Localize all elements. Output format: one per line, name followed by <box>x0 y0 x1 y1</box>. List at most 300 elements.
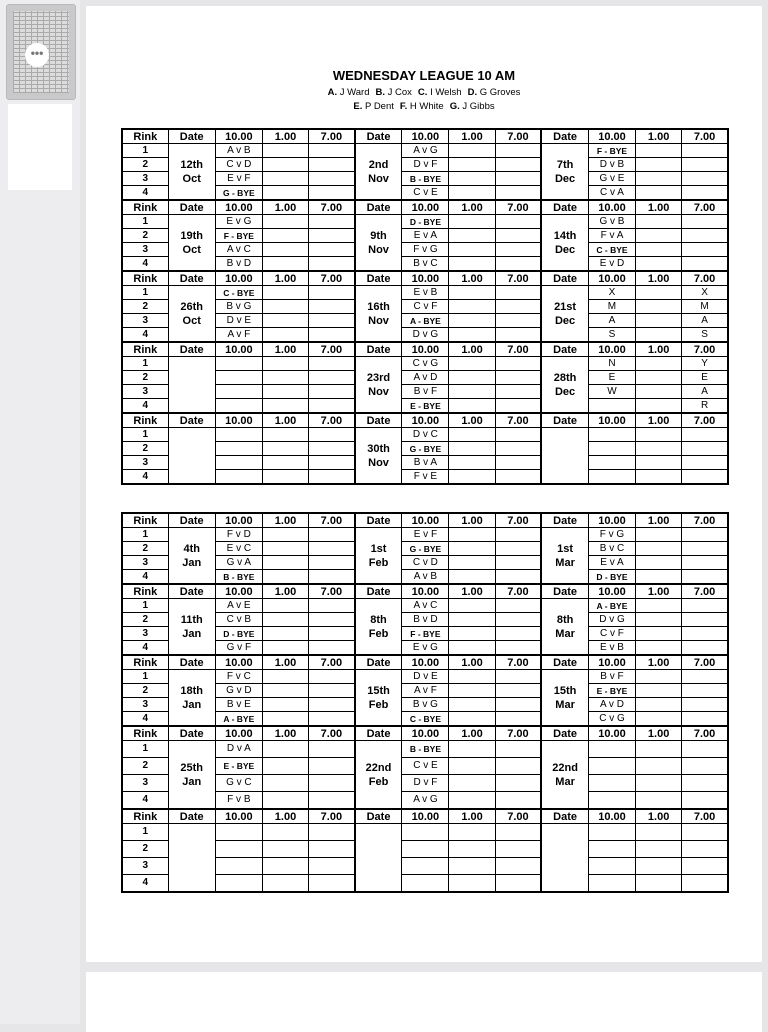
fixture-1pm <box>449 627 495 641</box>
fixture-7pm <box>309 712 355 727</box>
fixture-10am: D v E <box>215 314 262 328</box>
rink-row <box>122 286 728 300</box>
rink-row <box>122 741 728 758</box>
fixture-7pm <box>495 442 541 456</box>
fixture-1pm <box>636 824 682 841</box>
time-header-7pm: 7.00 <box>309 200 355 215</box>
fixture-7pm <box>495 542 541 556</box>
rink-row <box>122 215 728 229</box>
fixture-7pm <box>495 792 541 810</box>
fixture-1pm <box>262 613 308 627</box>
fixture-10am <box>215 456 262 470</box>
fixture-1pm <box>449 243 495 257</box>
fixture-10am <box>588 875 635 893</box>
fixture-7pm <box>309 144 355 158</box>
time-header-7pm: 7.00 <box>495 129 541 144</box>
fixture-10am <box>215 371 262 385</box>
fixture-7pm <box>495 775 541 792</box>
fixture-10am <box>215 858 262 875</box>
time-header-7pm: 7.00 <box>682 129 728 144</box>
fixture-1pm <box>449 215 495 229</box>
fixture-10am <box>215 428 262 442</box>
fixture-date <box>541 144 588 201</box>
fixture-7pm <box>309 613 355 627</box>
fixture-1pm <box>262 456 308 470</box>
fixture-1pm <box>262 357 308 371</box>
date-month: Dec <box>554 243 576 256</box>
fixture-7pm <box>682 186 728 201</box>
fixture-1pm <box>636 712 682 727</box>
fixture-10am: F - BYE <box>215 229 262 243</box>
fixture-1pm <box>449 385 495 399</box>
date-header: Date <box>168 200 215 215</box>
fixture-10am: E - BYE <box>588 684 635 698</box>
rink-header: Rink <box>122 655 168 670</box>
fixture-10am: A v C <box>215 243 262 257</box>
fixture-1pm <box>636 775 682 792</box>
fixture-7pm <box>309 371 355 385</box>
fixture-7pm <box>495 875 541 893</box>
fixture-7pm <box>309 627 355 641</box>
fixture-1pm <box>636 186 682 201</box>
fixture-1pm <box>449 442 495 456</box>
date-day: 22nd <box>552 761 578 774</box>
rink-number: 4 <box>122 328 168 343</box>
time-header-1pm: 1.00 <box>636 513 682 528</box>
fixture-date <box>355 670 402 727</box>
fixture-1pm <box>449 257 495 272</box>
fixture-7pm <box>495 144 541 158</box>
fixture-1pm <box>449 542 495 556</box>
time-header-7pm: 7.00 <box>309 655 355 670</box>
fixture-date <box>355 741 402 810</box>
fixture-date <box>355 599 402 656</box>
fixture-7pm <box>682 215 728 229</box>
time-header-10am: 10.00 <box>402 200 449 215</box>
date-month: Dec <box>554 314 576 327</box>
date-header: Date <box>355 129 402 144</box>
rink-number: 2 <box>122 300 168 314</box>
fixture-7pm <box>309 470 355 485</box>
fixture-10am <box>588 775 635 792</box>
document-page-2 <box>86 972 762 1032</box>
fixture-1pm <box>449 824 495 841</box>
fixture-date <box>168 357 215 414</box>
date-month: Feb <box>368 775 389 788</box>
time-header-1pm: 1.00 <box>636 655 682 670</box>
fixture-10am: A v F <box>402 684 449 698</box>
date-day: 30th <box>367 442 390 455</box>
fixture-10am <box>215 442 262 456</box>
fixture-7pm <box>309 328 355 343</box>
fixture-10am: B v E <box>215 698 262 712</box>
legend-letter: G. <box>449 101 460 112</box>
fixture-date <box>168 428 215 485</box>
time-header-10am: 10.00 <box>215 726 262 741</box>
fixture-10am <box>402 858 449 875</box>
fixture-1pm <box>636 613 682 627</box>
legend-letter: B. <box>375 87 385 98</box>
time-header-7pm: 7.00 <box>309 413 355 428</box>
fixture-10am: B v D <box>215 257 262 272</box>
header-row <box>122 809 728 824</box>
fixture-7pm <box>682 841 728 858</box>
time-header-7pm: 7.00 <box>309 809 355 824</box>
thumbnail-sidebar <box>0 0 80 1024</box>
player-legend-line-1 <box>86 87 762 98</box>
date-header: Date <box>355 271 402 286</box>
fixture-10am <box>588 428 635 442</box>
rink-number: 1 <box>122 286 168 300</box>
fixture-date <box>168 741 215 810</box>
fixture-10am <box>215 385 262 399</box>
time-header-7pm: 7.00 <box>309 342 355 357</box>
date-header: Date <box>355 413 402 428</box>
fixture-1pm <box>262 712 308 727</box>
fixture-1pm <box>636 684 682 698</box>
fixture-10am: G v F <box>215 641 262 656</box>
more-options-icon[interactable]: ••• <box>25 43 49 67</box>
date-header: Date <box>168 342 215 357</box>
legend-entry <box>468 87 521 98</box>
time-header-1pm: 1.00 <box>449 342 495 357</box>
rink-number: 4 <box>122 641 168 656</box>
fixture-date <box>541 428 588 485</box>
fixture-1pm <box>262 286 308 300</box>
date-month: Mar <box>555 698 575 711</box>
fixture-7pm <box>309 775 355 792</box>
fixture-1pm <box>636 428 682 442</box>
fixture-7pm <box>309 641 355 656</box>
rink-number: 3 <box>122 627 168 641</box>
fixture-10am: A v B <box>215 144 262 158</box>
fixture-7pm <box>682 470 728 485</box>
time-header-1pm: 1.00 <box>449 584 495 599</box>
fixture-date <box>355 215 402 272</box>
time-header-1pm: 1.00 <box>262 809 308 824</box>
fixture-7pm <box>495 328 541 343</box>
time-header-1pm: 1.00 <box>262 129 308 144</box>
rink-number: 1 <box>122 215 168 229</box>
fixture-7pm <box>682 542 728 556</box>
date-header: Date <box>355 726 402 741</box>
fixture-1pm <box>262 172 308 186</box>
legend-letter: D. <box>467 87 478 98</box>
fixture-10am: E - BYE <box>215 758 262 775</box>
page-thumbnail-2[interactable] <box>8 104 72 190</box>
fixture-10am: E - BYE <box>402 399 449 414</box>
time-header-7pm: 7.00 <box>495 513 541 528</box>
date-month: Jan <box>182 775 202 788</box>
fixture-7pm <box>682 172 728 186</box>
time-header-1pm: 1.00 <box>262 655 308 670</box>
fixture-7pm: M <box>682 300 728 314</box>
time-header-1pm: 1.00 <box>262 584 308 599</box>
date-header: Date <box>355 513 402 528</box>
date-day: 8th <box>556 613 574 626</box>
rink-row <box>122 357 728 371</box>
fixture-10am: X <box>588 286 635 300</box>
fixture-7pm <box>309 684 355 698</box>
rink-number: 1 <box>122 357 168 371</box>
fixture-1pm <box>262 556 308 570</box>
fixture-7pm <box>495 858 541 875</box>
time-header-1pm: 1.00 <box>449 271 495 286</box>
fixture-date <box>168 144 215 201</box>
fixture-1pm <box>262 542 308 556</box>
fixture-1pm <box>636 698 682 712</box>
fixture-7pm <box>309 528 355 542</box>
time-header-1pm: 1.00 <box>449 655 495 670</box>
time-header-7pm: 7.00 <box>309 584 355 599</box>
fixture-7pm <box>682 875 728 893</box>
time-header-1pm: 1.00 <box>262 200 308 215</box>
header-row <box>122 584 728 599</box>
fixture-10am: C - BYE <box>215 286 262 300</box>
time-header-10am: 10.00 <box>588 200 635 215</box>
fixture-7pm <box>682 556 728 570</box>
fixture-1pm <box>636 741 682 758</box>
fixture-7pm <box>682 824 728 841</box>
fixture-1pm <box>262 792 308 810</box>
rink-number: 4 <box>122 875 168 893</box>
fixture-7pm <box>495 229 541 243</box>
time-header-10am: 10.00 <box>588 129 635 144</box>
fixture-7pm <box>495 570 541 585</box>
fixture-10am: C v E <box>402 758 449 775</box>
fixture-10am: C - BYE <box>402 712 449 727</box>
date-day: 1st <box>370 542 387 555</box>
rink-number: 2 <box>122 684 168 698</box>
fixture-10am: A v E <box>215 599 262 613</box>
legend-name: H White <box>409 101 444 112</box>
time-header-1pm: 1.00 <box>449 129 495 144</box>
fixture-7pm <box>682 442 728 456</box>
fixture-10am: A - BYE <box>588 599 635 613</box>
fixture-10am <box>215 399 262 414</box>
fixture-1pm <box>449 613 495 627</box>
fixture-10am <box>588 858 635 875</box>
fixture-1pm <box>262 627 308 641</box>
time-header-1pm: 1.00 <box>262 413 308 428</box>
time-header-10am: 10.00 <box>215 809 262 824</box>
legend-entry <box>400 101 444 112</box>
fixture-7pm <box>309 357 355 371</box>
fixture-7pm <box>495 314 541 328</box>
fixture-date <box>541 215 588 272</box>
rink-row <box>122 824 728 841</box>
date-day: 11th <box>180 613 203 626</box>
rink-number: 4 <box>122 792 168 810</box>
fixture-1pm <box>449 314 495 328</box>
time-header-10am: 10.00 <box>402 342 449 357</box>
fixture-10am: B - BYE <box>215 570 262 585</box>
fixture-7pm <box>495 456 541 470</box>
fixture-date <box>355 144 402 201</box>
rink-number: 3 <box>122 456 168 470</box>
rink-row <box>122 528 728 542</box>
fixture-1pm <box>449 758 495 775</box>
fixture-7pm <box>682 758 728 775</box>
fixture-7pm <box>495 300 541 314</box>
fixture-10am: B - BYE <box>402 172 449 186</box>
fixture-date <box>168 286 215 343</box>
fixture-7pm <box>309 570 355 585</box>
fixture-10am: C v D <box>402 556 449 570</box>
fixture-10am: D v F <box>402 158 449 172</box>
fixture-10am: E v G <box>215 215 262 229</box>
fixture-7pm <box>495 186 541 201</box>
fixture-7pm <box>495 215 541 229</box>
time-header-1pm: 1.00 <box>636 413 682 428</box>
date-header: Date <box>541 342 588 357</box>
fixture-7pm <box>309 243 355 257</box>
fixture-7pm <box>682 144 728 158</box>
fixture-7pm <box>682 570 728 585</box>
time-header-7pm: 7.00 <box>682 584 728 599</box>
legend-entry <box>353 101 394 112</box>
date-header: Date <box>168 271 215 286</box>
fixture-10am: G - BYE <box>402 442 449 456</box>
fixture-1pm <box>636 442 682 456</box>
fixture-10am: N <box>588 357 635 371</box>
fixture-1pm <box>636 858 682 875</box>
fixture-1pm <box>449 428 495 442</box>
fixture-date <box>168 599 215 656</box>
schedule-table-autumn <box>121 128 729 485</box>
fixture-date <box>355 824 402 893</box>
legend-entry <box>328 87 370 98</box>
time-header-10am: 10.00 <box>402 655 449 670</box>
fixture-10am: D v B <box>588 158 635 172</box>
fixture-1pm <box>262 428 308 442</box>
header-row <box>122 726 728 741</box>
legend-letter: E. <box>353 101 363 112</box>
fixture-1pm <box>262 158 308 172</box>
fixture-1pm <box>636 314 682 328</box>
legend-entry <box>450 101 495 112</box>
rink-number: 2 <box>122 158 168 172</box>
date-month: Nov <box>368 385 389 398</box>
fixture-7pm <box>309 399 355 414</box>
fixture-10am: A v F <box>215 328 262 343</box>
fixture-7pm <box>495 243 541 257</box>
fixture-10am: G v E <box>588 172 635 186</box>
fixture-10am: D v F <box>402 775 449 792</box>
fixture-10am: G v D <box>215 684 262 698</box>
fixture-1pm <box>262 257 308 272</box>
date-day: 15th <box>367 684 390 697</box>
fixture-1pm <box>449 556 495 570</box>
fixture-1pm <box>262 670 308 684</box>
rink-header: Rink <box>122 413 168 428</box>
time-header-10am: 10.00 <box>402 271 449 286</box>
rink-row <box>122 670 728 684</box>
fixture-10am: E v A <box>402 229 449 243</box>
fixture-1pm <box>449 371 495 385</box>
rink-number: 2 <box>122 542 168 556</box>
header-row <box>122 200 728 215</box>
time-header-10am: 10.00 <box>402 129 449 144</box>
time-header-1pm: 1.00 <box>636 200 682 215</box>
fixture-1pm <box>449 286 495 300</box>
fixture-1pm <box>449 172 495 186</box>
fixture-1pm <box>262 741 308 758</box>
fixture-7pm <box>682 456 728 470</box>
fixture-10am <box>215 841 262 858</box>
fixture-10am: D - BYE <box>215 627 262 641</box>
fixture-7pm <box>495 698 541 712</box>
header-row <box>122 271 728 286</box>
fixture-10am: B - BYE <box>402 741 449 758</box>
fixture-10am: A <box>588 314 635 328</box>
fixture-1pm <box>449 456 495 470</box>
fixture-1pm <box>262 385 308 399</box>
fixture-10am: D v G <box>588 613 635 627</box>
fixture-7pm <box>495 286 541 300</box>
date-header: Date <box>168 129 215 144</box>
time-header-10am: 10.00 <box>215 129 262 144</box>
time-header-10am: 10.00 <box>402 726 449 741</box>
fixture-date <box>355 357 402 414</box>
date-month: Feb <box>368 627 389 640</box>
fixture-1pm <box>449 641 495 656</box>
fixture-1pm <box>449 328 495 343</box>
rink-header: Rink <box>122 809 168 824</box>
fixture-10am: D v G <box>402 328 449 343</box>
fixture-10am <box>402 841 449 858</box>
fixture-1pm <box>262 641 308 656</box>
fixture-10am: E v F <box>215 172 262 186</box>
legend-entry <box>375 87 411 98</box>
fixture-7pm <box>309 670 355 684</box>
fixture-1pm <box>262 758 308 775</box>
fixture-1pm <box>636 875 682 893</box>
fixture-7pm: A <box>682 314 728 328</box>
fixture-7pm <box>309 824 355 841</box>
fixture-7pm <box>495 399 541 414</box>
fixture-10am: B v C <box>402 257 449 272</box>
fixture-1pm <box>262 698 308 712</box>
time-header-7pm: 7.00 <box>495 413 541 428</box>
fixture-1pm <box>262 858 308 875</box>
rink-number: 1 <box>122 824 168 841</box>
rink-number: 4 <box>122 186 168 201</box>
fixture-10am: F - BYE <box>588 144 635 158</box>
time-header-7pm: 7.00 <box>682 809 728 824</box>
fixture-7pm <box>495 758 541 775</box>
fixture-1pm <box>262 371 308 385</box>
fixture-10am: E v G <box>402 641 449 656</box>
rink-row <box>122 428 728 442</box>
rink-number: 1 <box>122 670 168 684</box>
date-header: Date <box>541 200 588 215</box>
rink-header: Rink <box>122 584 168 599</box>
time-header-1pm: 1.00 <box>636 271 682 286</box>
legend-entry <box>418 87 462 98</box>
fixture-7pm <box>682 712 728 727</box>
fixture-1pm <box>449 858 495 875</box>
time-header-10am: 10.00 <box>215 655 262 670</box>
fixture-10am <box>588 470 635 485</box>
fixture-date <box>168 824 215 893</box>
fixture-1pm <box>449 399 495 414</box>
fixture-1pm <box>262 328 308 343</box>
rink-header: Rink <box>122 726 168 741</box>
page-thumbnail-1[interactable] <box>6 4 76 100</box>
player-legend-line-2 <box>86 101 762 112</box>
fixture-1pm <box>636 229 682 243</box>
